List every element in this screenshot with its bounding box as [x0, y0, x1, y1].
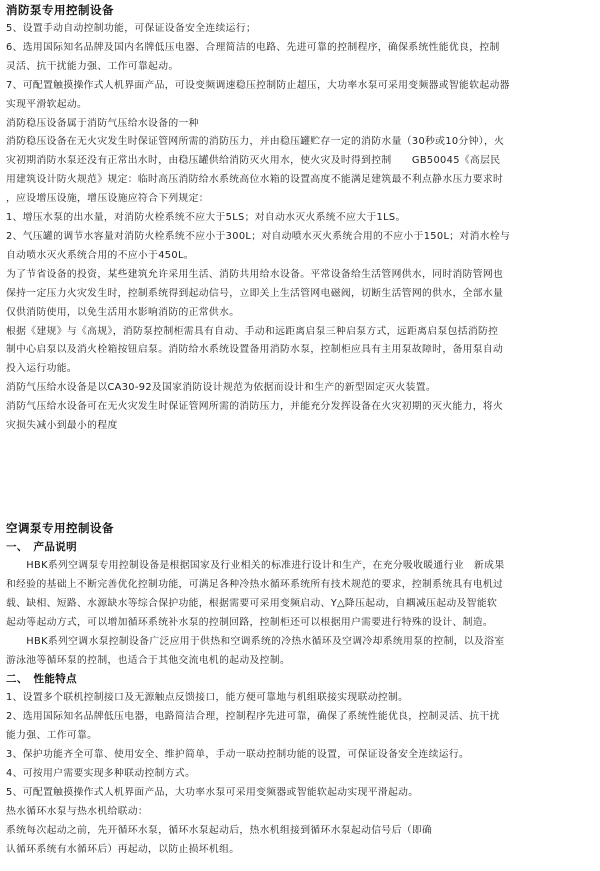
text-line: 投入运行功能。 [6, 363, 78, 375]
text-line: 用建筑设计防火规范》规定：临时高压消防给水系统高位水箱的设置高度不能满足建筑最不利点静水压力要求时 [6, 174, 504, 186]
text-line: 6、选用国际知名品牌及国内名牌低压电器、合理简洁的电路、先进可靠的控制程序，确保系统性能优良，控制 [6, 41, 500, 53]
text-line: 自动喷水灭火系统合用的不应小于450L。 [6, 249, 194, 261]
text-line: 4、可按用户需要实现多种联动控制方式。 [6, 768, 196, 780]
performance-features-body [6, 689, 596, 859]
text-line: 1、设置多个联机控制接口及无源触点反馈接口，能方便可靠地与机组联接实现联动控制。 [6, 692, 409, 704]
text-line: 消防稳压设备属于消防气压给水设备的一种 [6, 117, 199, 129]
text-line: 和经验的基础上不断完善优化控制功能，可满足各种冷热水循环系统所有技术规范的要求，控制系统具有电机过 [6, 578, 504, 590]
text-line: 仅供消防使用，以免生活用水影响消防的正常供水。 [6, 306, 240, 318]
fire-pump-section-title: 消防泵专用控制设备 [6, 3, 114, 17]
text-line: 认循环系统有水循环后）再起动，以防止损坏机组。 [6, 843, 240, 855]
text-line: 1、增压水泵的出水量，对消防火栓系统不应大于5LS；对自动水灭火系统不应大于1LS。 [6, 212, 406, 224]
text-line: 起动等起动方式，可以增加循环系统补水泵的控制回路，控制柜还可以根据用户需要进行特殊的设计、制造。 [6, 616, 494, 628]
text-line: 保持一定压力火灾发生时，控制系统得到起动信号，立即关上生活管网电磁阀，切断生活管网的供水，全部水量 [6, 287, 504, 299]
text-line: 系统每次起动之前，先开循环水泵，循环水泵起动后，热水机组接到循环水泵起动信号后（即确 [6, 824, 433, 836]
text-line: 3、保护功能齐全可靠、使用安全、维护简单，手动一联动控制功能的设置，可保证设备安全连续运行。 [6, 749, 470, 761]
text-line: HBK系列空调水泵控制设备广泛应用于供热和空调系统的冷热水循环及空调冷却系统用泵的控制，以及浴室 [6, 635, 505, 647]
text-line: 5、可配置触摸操作式人机界面产品，大功率水泵可采用变频器或智能软起动实现平滑起动。 [6, 786, 419, 798]
product-description-heading: 一、 产品说明 [6, 541, 78, 553]
text-line: 消防稳压设备在无火灾发生时保证管网所需的消防压力，并由稳压罐贮存一定的消防水量（30秒或10分钟），火 [6, 136, 505, 148]
text-line: 消防气压给水设备可在无火灾发生时保证管网所需的消防压力，并能充分发挥设备在火灾初期的灭火能力，将火 [6, 401, 504, 413]
text-line: 能力强、工作可靠。 [6, 730, 98, 742]
product-description-body [6, 557, 596, 670]
text-line: 制中心启泵以及消火栓箱按钮启泵。消防给水系统设置备用消防水泵，控制柜应具有主用泵故障时，备用泵自动 [6, 344, 504, 356]
text-line: 载、缺相、短路、水源缺水等综合保护功能，根据需要可采用变频启动、Y△降压起动，自耦减压起动及智能软 [6, 597, 498, 609]
text-line: 根据《建规》与《高规》，消防泵控制柜需具有自动、手动和远距离启泵三种启泵方式，远距离启泵包括消防控 [6, 325, 499, 337]
text-line: 5、设置手动自动控制功能，可保证设备安全连续运行； [6, 23, 257, 34]
text-line: 热水循环水泵与热水机给联动： [6, 805, 149, 817]
text-line: 2、选用国际知名品牌低压电器，电路简洁合理，控制程序先进可靠，确保了系统性能优良，控制灵活、抗干扰 [6, 711, 500, 723]
text-line: 7、可配置触摸操作式人机界面产品，可设变频调速稳压控制防止超压，大功率水泵可采用变频器或智能软起动器 [6, 79, 510, 91]
fire-pump-section [6, 0, 596, 436]
fire-pump-section-body [6, 20, 596, 436]
text-line: 灾初期消防水泵还没有正常出水时，由稳压罐供给消防灭火用水，使火灾及时得到控制 GB50045《高层民 [6, 155, 501, 167]
text-line: 灵活、抗干扰能力强、工作可靠起动。 [6, 60, 179, 72]
text-line: 灾损失减小到最小的程度 [6, 420, 118, 432]
ac-pump-section-title: 空调泵专用控制设备 [6, 521, 114, 535]
text-line: 2、气压罐的调节水容量对消防火栓系统不应小于300L；对自动喷水灭火系统合用的不应小于150L；对消水栓与 [6, 230, 511, 242]
performance-features-heading: 二、 性能特点 [6, 673, 78, 686]
text-line: ，应设增压设施，增压设施应符合下列规定： [6, 193, 209, 205]
ac-pump-section [6, 518, 596, 860]
text-line: 为了节省设备的投资，某些建筑允许采用生活、消防共用给水设备。平常设备给生活管网供水，同时消防管网也 [6, 268, 504, 280]
text-line: HBK系列空调泵专用控制设备是根据国家及行业相关的标准进行设计和生产，在充分吸收暖通行业 新成果 [6, 560, 505, 571]
text-line: 游泳池等循环泵的控制，也适合于其他交流电机的起动及控制。 [6, 654, 291, 666]
text-line: 消防气压给水设备是以CA30-92及国家消防设计规范为依据而设计和生产的新型固定灭火装置。 [6, 382, 437, 394]
text-line: 实现平滑软起动。 [6, 98, 88, 110]
